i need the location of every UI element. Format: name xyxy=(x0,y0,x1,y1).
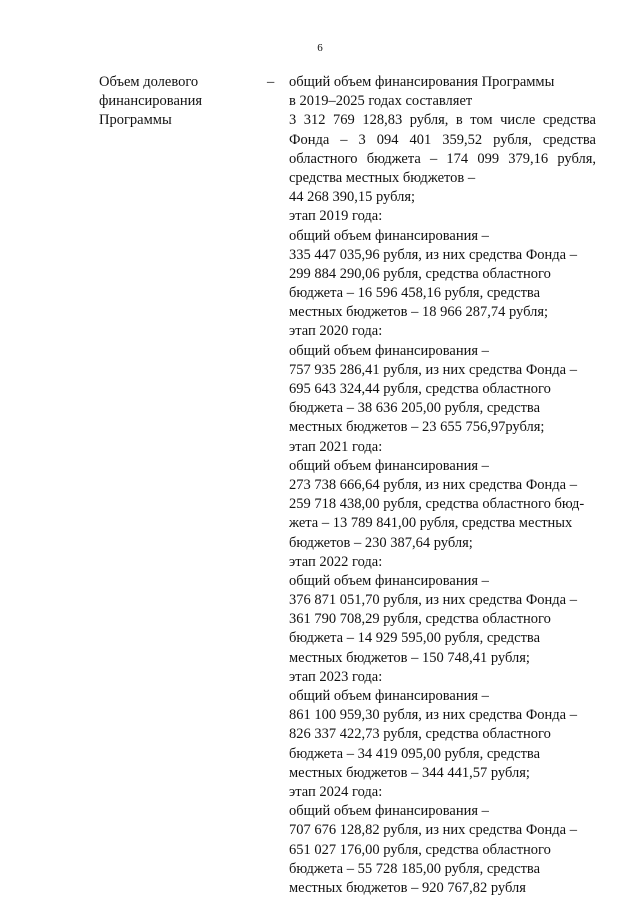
text-line: бюджета – 34 419 095,00 рубля, средства xyxy=(289,745,541,762)
text-line: местных бюджетов – 344 441,57 рубля; xyxy=(289,764,530,781)
funding-description xyxy=(289,73,596,898)
text-line: 259 718 438,00 рубля, средства областного бюд- xyxy=(289,496,585,513)
text-line: общий объем финансирования – xyxy=(289,227,489,244)
text-line: 3 312 769 128,83 рубля, в том числе средства xyxy=(289,112,596,129)
text-line: этап 2020 года: xyxy=(289,323,383,340)
text-line: 376 871 051,70 рубля, из них средства Фонда – xyxy=(289,592,577,609)
label-dash: – xyxy=(267,74,275,90)
text-line: этап 2021 года: xyxy=(289,438,383,455)
funding-label-line: Программы xyxy=(99,112,172,129)
text-line: местных бюджетов – 920 767,82 рубля xyxy=(289,879,526,896)
text-line: средства местных бюджетов – xyxy=(289,169,476,186)
text-line: общий объем финансирования – xyxy=(289,572,489,589)
text-line: 826 337 422,73 рубля, средства областного xyxy=(289,726,551,743)
text-line: бюджета – 14 929 595,00 рубля, средства xyxy=(289,630,541,647)
text-line: в 2019–2025 годах составляет xyxy=(289,93,473,110)
page-number: 6 xyxy=(317,42,323,54)
text-line: общий объем финансирования Программы xyxy=(289,74,555,90)
text-line: 361 790 708,29 рубля, средства областного xyxy=(289,611,551,628)
text-line: этап 2019 года: xyxy=(289,208,383,225)
text-line: 651 027 176,00 рубля, средства областного xyxy=(289,841,551,858)
text-line: местных бюджетов – 150 748,41 рубля; xyxy=(289,649,530,666)
text-line: жета – 13 789 841,00 рубля, средства местных xyxy=(289,515,573,532)
text-line: этап 2022 года: xyxy=(289,553,383,570)
text-line: Фонда – 3 094 401 359,52 рубля, средства xyxy=(289,131,596,148)
text-line: 695 643 324,44 рубля, средства областного xyxy=(289,381,551,397)
text-line: 273 738 666,64 рубля, из них средства Фонда – xyxy=(289,476,577,493)
text-line: этап 2023 года: xyxy=(289,668,383,685)
text-line: местных бюджетов – 23 655 756,97рубля; xyxy=(289,419,545,436)
text-line: бюджетов – 230 387,64 рубля; xyxy=(289,534,473,551)
text-line: 861 100 959,30 рубля, из них средства Фонда – xyxy=(289,707,577,724)
text-line: 707 676 128,82 рубля, из них средства Фонда – xyxy=(289,822,577,839)
text-line: 335 447 035,96 рубля, из них средства Фонда – xyxy=(289,246,577,263)
text-line: местных бюджетов – 18 966 287,74 рубля; xyxy=(289,304,549,321)
text-line: бюджета – 55 728 185,00 рубля, средства xyxy=(289,860,541,877)
text-line: 299 884 290,06 рубля, средства областного xyxy=(289,265,551,282)
text-line: областного бюджета – 174 099 379,16 рубля, xyxy=(289,150,596,167)
text-line: общий объем финансирования – xyxy=(289,803,489,820)
text-line: бюджета – 16 596 458,16 рубля, средства xyxy=(289,285,541,302)
text-line: бюджета – 38 636 205,00 рубля, средства xyxy=(289,400,541,417)
funding-label xyxy=(99,73,259,131)
text-line: общий объем финансирования – xyxy=(289,457,489,474)
text-line: общий объем финансирования – xyxy=(289,688,489,704)
funding-label-line: Объем долевого xyxy=(99,74,199,90)
text-line: общий объем финансирования – xyxy=(289,342,489,359)
text-line: 757 935 286,41 рубля, из них средства Фонда – xyxy=(289,361,577,378)
text-line: 44 268 390,15 рубля; xyxy=(289,189,416,206)
text-line: этап 2024 года: xyxy=(289,783,383,800)
funding-label-line: финансирования xyxy=(99,93,203,110)
